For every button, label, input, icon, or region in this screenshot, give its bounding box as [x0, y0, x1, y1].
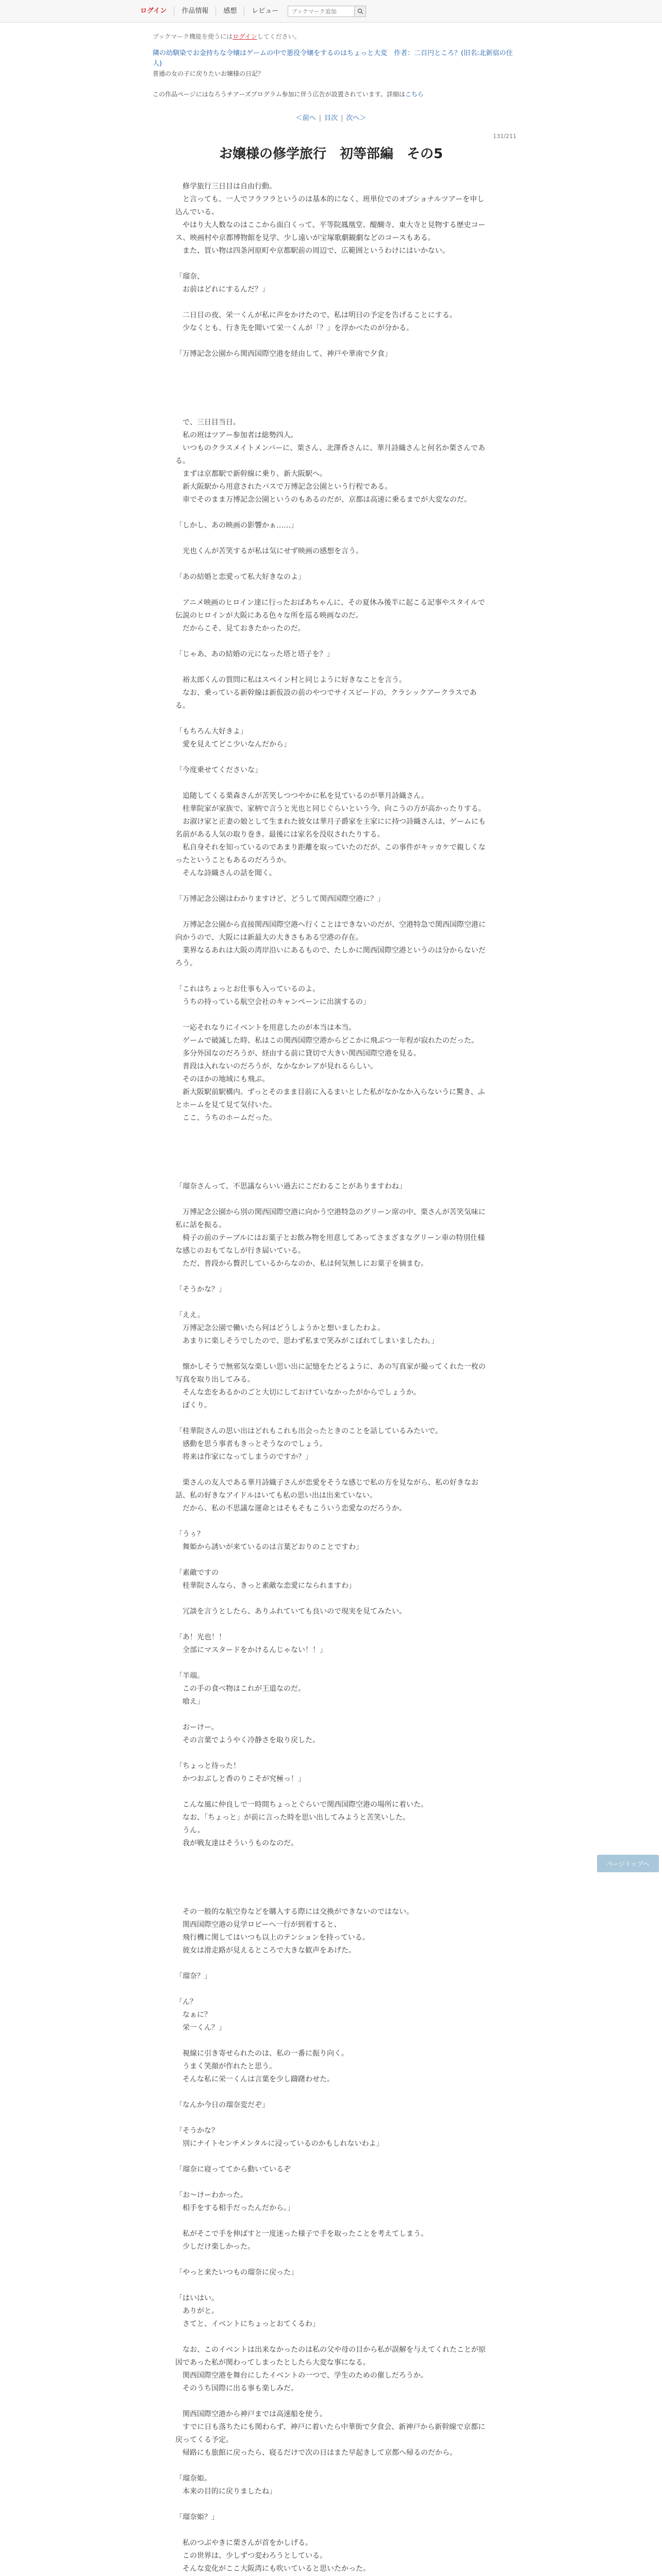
story-line — [175, 2112, 490, 2125]
story-line — [175, 1786, 490, 1799]
story-line: 栗さんの友人である華月詩織子さんが恋愛をそうな感じで私の方を見ながら、私の好きなお話、私の好きなアイドルはいても私の思い出は出来ていない。 — [175, 1479, 478, 1500]
story-line: 修学旅行三日目は自由行動。 — [175, 182, 276, 191]
story-line: その一般的な航空券などを購入する際には交換ができないのではない。 — [175, 1908, 413, 1916]
nav-item-work-info[interactable]: 作品情報 — [174, 7, 216, 16]
story-line: 「瑠奈、 — [175, 273, 204, 281]
prev-chapter-link[interactable]: ＜前へ — [295, 114, 316, 122]
story-line: 桂華院家が家族で、家柄で言うと光也と同じぐらいという今、向こうの方が高かったりする。 — [175, 805, 486, 813]
story-line — [175, 1554, 490, 1567]
story-line: そのほかの地域にも飛ぶ。 — [175, 1075, 270, 1083]
story-line — [175, 635, 490, 648]
story-line: 私の班はツアー参加者は総勢四人。 — [175, 431, 298, 439]
story-line: 「今度乗せてくださいな」 — [175, 766, 262, 774]
series-title-link[interactable]: 隣の幼馴染でお金持ちな令嬢はゲームの中で悪役令嬢をするのはちょっと大変 作者：二百円ところ？(旧名:北新宿の住人) — [153, 49, 513, 67]
story-line: ゲームで破滅した時、私はこの関西国際空港からどこかに飛ぶつ一年程が寂れたのだった。 — [175, 1037, 478, 1045]
story-line: また、買い物は四条河原町や京都駅前の周辺で、広範囲というわけにはいかない。 — [175, 247, 450, 255]
story-line: 「あの結婚と恋愛って私大好きなのよ」 — [175, 573, 305, 581]
story-line — [175, 2524, 490, 2537]
story-line — [175, 1657, 490, 1670]
pager-separator: | — [341, 114, 343, 122]
story-line: かつおぶしと香のりこそが究極っ！」 — [175, 1775, 305, 1783]
story-line: 飛行機に関してはいつも以上のテンションを持っている。 — [175, 1934, 370, 1942]
story-line — [175, 532, 490, 545]
story-line — [175, 1708, 490, 1721]
story-line: そんな恋をあるかのごと大切にしておけていなかったがからでしょうか。 — [175, 1388, 421, 1397]
story-line — [175, 2460, 490, 2472]
story-line: 「しかし、あの映画の影響かぁ……」 — [175, 521, 298, 530]
page-number: 131/211 — [493, 133, 517, 140]
story-line: まずは京都駅で新幹線に乗り、新大阪駅へ。 — [175, 470, 327, 478]
bookmark-notice — [153, 32, 514, 41]
story-line: 「万博記念公園から関西国際空港を経由して、神戸や華南で夕食」 — [175, 350, 392, 358]
story-line: 視線に引き寄せられたのは、私の一番に振り向く。 — [175, 2049, 349, 2058]
story-line: なお、乗っている新幹線は新仮設の前のやつでサイスピードの、クラシックアークラスである。 — [175, 689, 477, 710]
story-line: お前はどれにするんだ？」 — [175, 285, 269, 294]
story-line — [175, 1348, 490, 1361]
story-line: 栄一くん？」 — [175, 2024, 226, 2032]
story-line: アニメ映画のヒロイン達に行ったおばあちゃんに、その夏休み後半に起こる記事やスタイルで伝説のヒロインが大阪にある色々な所を巡る映画なのだ。 — [175, 599, 485, 620]
story-line — [175, 1747, 490, 1760]
ad-notice-text: この作品ページにはなろうチアーズプログラム参加に伴う広告が設置されています。詳細は — [153, 91, 405, 98]
story-line — [175, 506, 490, 519]
story-line: うまく笑顔が作れたと思う。 — [175, 2062, 276, 2071]
story-line: こんな風に仲良しで一時間ちょっとぐらいで関西国際空港の場所に着いた。 — [175, 1801, 428, 1809]
story-line: 多分外国なのだろうが、経由する前に貸切で大きい関西国際空港を見る。 — [175, 1049, 421, 1058]
story-line: 「お～けーわかった。 — [175, 2191, 247, 2199]
story-line: 将来は作家になってしまうのですか？」 — [175, 1453, 312, 1461]
story-line — [175, 2395, 490, 2408]
story-line: 少しだけ楽しかった。 — [175, 2243, 255, 2251]
story-line: だからこそ、見ておきたかったのだ。 — [175, 624, 305, 633]
login-link[interactable]: ログイン — [140, 7, 174, 16]
story-line: この手の食べ物はこれが王道なのだ。 — [175, 1685, 305, 1693]
story-line — [175, 713, 490, 725]
story-body — [175, 180, 490, 2576]
story-line: いつものクラスメイトメンバーに、栗さん、北澤香さんに、華月詩織さんと何名か栗さんである。 — [175, 444, 486, 465]
story-line: 懐かしそうで無邪気な楽しい思い出に記憶をたどるように、あの写真家が撮ってくれた一枚の写真を取り出してみる。 — [175, 1363, 486, 1384]
ad-notice — [153, 90, 514, 99]
story-section — [175, 1180, 490, 1850]
notice-suffix: してください。 — [257, 33, 301, 40]
story-line: 「ん？ — [175, 1998, 197, 2006]
story-line: 「そうかな？ — [175, 2127, 219, 2135]
notice-prefix: ブックマーク機能を使うには — [153, 33, 233, 40]
story-line — [175, 335, 490, 348]
story-line — [175, 1957, 490, 1970]
story-line: 「半端。 — [175, 1672, 204, 1680]
story-section — [175, 180, 490, 361]
story-line: そんな詩織さんの話を聞く。 — [175, 869, 276, 877]
story-line: 新大阪駅から用意されたバスで万博記念公園という行程である。 — [175, 483, 392, 491]
top-nav-bar — [0, 0, 662, 23]
story-line: さてと、イベントにちょっとおてくるわ」 — [175, 2320, 320, 2328]
story-line — [175, 970, 490, 983]
chapter-pager — [0, 112, 662, 122]
story-line — [175, 661, 490, 674]
story-line: 我が戦友達はそういうものなのだ。 — [175, 1839, 298, 1848]
story-line: 光也くんが苦笑するが私は気にせず映画の感想を言う。 — [175, 547, 363, 555]
story-line: 車でそのまま万博記念公園というのもあるのだが、京都は高速に乗るまでが大変なのだ。 — [175, 496, 471, 504]
story-line: うん。 — [175, 1826, 205, 1835]
story-line: 椅子の前のテーブルにはお菓子とお飲み物を用意してあってさまざまなグリーン車の特別仕様な感じのおもてなしが行き届いている。 — [175, 1234, 485, 1255]
story-line: 本来の目的に戻りましたね」 — [175, 2487, 276, 2496]
novel-header — [153, 32, 514, 99]
top-nav — [140, 5, 366, 18]
story-line: 「桂華院さんの思い出はどれもこれも出会ったときのことを話しているみたいで。 — [175, 1427, 442, 1435]
story-line: 万博記念公園から直接関西国際空港へ行くことはできないのだが、空港特急で関西国際空港に向かうので、大阪には新最大の大きさもある空港の存在。 — [175, 921, 486, 942]
next-chapter-link[interactable]: 次へ＞ — [346, 114, 367, 122]
story-line: 私がそこで手を伸ばすと一度迷った様子で手を取ったことを考えてしまう。 — [175, 2230, 428, 2238]
story-line — [175, 1592, 490, 1605]
story-line: 「瑠奈？」 — [175, 1972, 211, 1980]
story-line: ただ、普段から贅沢しているからなのか、私は何気無しにお菓子を摘まむ。 — [175, 1260, 428, 1268]
pager-separator: | — [319, 114, 321, 122]
story-line: 新大阪駅前駅構内。ずっとそのまま目前に入るまいとした私がなかなか入らないうに驚き、ふとホームを見て見て気付いた。 — [175, 1088, 485, 1109]
story-line: そんな私に栄一くんは言葉を少し躊躇わせた。 — [175, 2075, 334, 2083]
story-line: 関西国際空港を舞台にしたイベントの一つで、学生のための催しだろうか。 — [175, 2371, 428, 2380]
notice-login-link[interactable]: ログイン — [233, 33, 257, 40]
story-line — [175, 2331, 490, 2344]
story-section — [175, 416, 490, 1125]
bookmark-add-button[interactable] — [355, 6, 366, 17]
page-top-button[interactable]: ページトップへ — [597, 1855, 659, 1872]
story-line — [175, 1009, 490, 1022]
story-line: 追随してくる栗森さんが苦笑しつつやかに私を見ているのが華月詩織さん。 — [175, 792, 428, 800]
story-line: 「万博記念公園はわかりますけど、どうして関西国際空港に？」 — [175, 895, 385, 903]
story-line: 全部にマスタードをかけるんじゃない！！」 — [175, 1646, 327, 1654]
story-line: ここ、うちのホームだった。 — [175, 1114, 276, 1122]
story-line — [175, 2253, 490, 2266]
story-line: 「瑠奈に寝っててから動いているぞ — [175, 2165, 291, 2174]
story-line: 相手をする相手だったんだから。」 — [175, 2204, 294, 2212]
story-line: 「瑠奈姫。 — [175, 2475, 211, 2483]
story-line: 「瑠奈さんって、不思議ならいい過去にこだわることがありますわね」 — [175, 1182, 406, 1191]
story-line — [175, 906, 490, 919]
story-line — [175, 1983, 490, 1996]
story-line: 「じゃあ、あの結婚の元になった塔と塔子を？」 — [175, 650, 334, 658]
story-line: この世界は、少しずつ変わろうとしている。 — [175, 2552, 327, 2560]
story-line: 「やっと来たいつもの瑠奈に戻った」 — [175, 2268, 298, 2277]
story-line: 二日目の夜、栄一くんが私に声をかけたので、私は明日の予定を告げることにする。 — [175, 311, 457, 319]
story-line: 「これはちょっとお仕事も入っているのよ。 — [175, 985, 320, 993]
story-line — [175, 1412, 490, 1425]
story-line: 関西国際空港の見学ロビーへ一行が到着すると、 — [175, 1921, 341, 1929]
story-line: 「うぅ？ — [175, 1530, 204, 1538]
story-line: 別にナイトセンチメンタルに浸っているのかもしれないわよ」 — [175, 2140, 384, 2148]
story-line: 「はいはい。 — [175, 2294, 219, 2302]
story-line — [175, 584, 490, 597]
story-line — [175, 777, 490, 790]
nav-item-impressions[interactable]: 感想 — [216, 7, 244, 16]
story-line: すでに日も落ちたにも関わらず、神戸に着いたら中華街で夕食会、新神戸から新幹線で京都に戻ってくる予定。 — [175, 2423, 486, 2444]
story-line: 舞姫から誘いが来ているのは言葉どおりのことですわ」 — [175, 1543, 363, 1551]
story-line: 彼女は滑走路が見えるところで大きな歓声をあげた。 — [175, 1946, 356, 1955]
story-line — [175, 1270, 490, 1283]
story-line — [175, 1296, 490, 1309]
ad-notice-link[interactable]: こちら — [405, 91, 424, 98]
story-line: ぽくり。 — [175, 1401, 211, 1410]
story-line: うちの持っている航空会社のキャンペーンに出演するの」 — [175, 998, 370, 1006]
story-line — [175, 296, 490, 309]
story-line — [175, 2498, 490, 2511]
story-line: 喰え」 — [175, 1698, 204, 1706]
story-section — [175, 1906, 490, 2576]
story-line — [175, 880, 490, 893]
story-line — [175, 258, 490, 270]
story-line — [175, 2279, 490, 2292]
story-line — [175, 1193, 490, 1206]
story-line — [175, 2176, 490, 2189]
story-line — [175, 2215, 490, 2228]
table-of-contents-link[interactable]: 目次 — [324, 114, 338, 122]
story-line: 「素敵ですの — [175, 1569, 219, 1577]
story-line: で、三日目当日。 — [175, 418, 240, 427]
story-line: ありがと。 — [175, 2307, 219, 2315]
story-line — [175, 1464, 490, 1477]
story-line: 桂華院さんなら、きっと素敵な恋愛になられますわ」 — [175, 1582, 356, 1590]
story-line: そんな変化がここ大阪湾にも吹いていると思いたかった。 — [175, 2565, 370, 2573]
story-line: なぁに？ — [175, 2011, 211, 2019]
story-line — [175, 1515, 490, 1528]
story-line: そのうち国際に出る事も楽しみだ。 — [175, 2384, 298, 2393]
story-line — [175, 558, 490, 571]
story-line: 私のつぶやきに栗さんが首をかしげる。 — [175, 2539, 312, 2547]
story-line: 帰路にも旅館に戻ったら、寝るだけで次の日はまた早起きして京都へ帰るのだから。 — [175, 2449, 457, 2457]
story-line: 「瑠奈姫？」 — [175, 2513, 219, 2521]
story-line: 「もちろん大好きよ」 — [175, 727, 247, 736]
story-line: 「ちょっと待った！ — [175, 1762, 240, 1770]
story-line: 愛を見えてどこ少いなんだから」 — [175, 740, 291, 749]
bookmark-search-input[interactable] — [288, 6, 355, 17]
story-line — [175, 2035, 490, 2047]
story-line — [175, 1618, 490, 1631]
story-line: 裕太郎くんの質問に私はスペイン村と同じように好きなことを言う。 — [175, 676, 406, 684]
chapter-title: お嬢様の修学旅行 初等部編 その5 — [219, 146, 443, 162]
nav-item-reviews[interactable]: レビュー — [252, 7, 279, 15]
story-line: 業界なるあれは大阪の湾岸沿いにあるもので、たしかに関西国際空港というのは分からないだろう。 — [175, 946, 486, 968]
search-icon — [357, 8, 363, 14]
story-line — [175, 2150, 490, 2163]
story-line: お淑け家と正妻の娘として生まれた彼女は華月子爵家を主家にに持つ詩織さんは、ゲームにも名前がある人気の取り巻き。最後には家名を没収されたりする。 — [175, 818, 486, 839]
story-line: と言っても、一人でフラフラというのは基本的になく、班単位でのオプショナルツアーを申し込んでいる。 — [175, 195, 485, 216]
story-line: 「ええ。 — [175, 1311, 205, 1319]
story-line: 私自身それを知っているのであまり距離を取っていたのだが、この事件がキッカケで親しくなったということもあるのだろうか。 — [175, 843, 486, 865]
story-line: 冗談を言うとしたら、ありふれていても良いので現実を見てみたい。 — [175, 1607, 406, 1616]
story-line: 少なくとも、行き先を聞いて栄一くんが「？」を浮かべたのが分かる。 — [175, 324, 413, 332]
story-line: 関西国際空港から神戸までは高速船を使う。 — [175, 2410, 327, 2418]
story-line: だから、私の不思議な運命とはそもそもこういう恋愛なのだろうか。 — [175, 1504, 406, 1513]
story-line: なお、このイベントは出来なかったのは私の父や母の目から私が誤解を与えてくれたことが原因であった私が関わってしまったとしたら大変な事になる。 — [175, 2346, 486, 2367]
story-line: 万博記念公園から別の関西国際空港に向かう空港特急のグリーン席の中、栗さんが苦笑気味に私に話を振る。 — [175, 1208, 486, 1229]
series-subtitle: 普通の女の子に戻りたいお嬢様の日記？ — [153, 70, 264, 77]
story-line: その言葉でようやく冷静さを取り戻した。 — [175, 1736, 320, 1744]
story-line: 一応それなりにイベントを用意したのが本当は本当。 — [175, 1024, 356, 1032]
story-line: なお、「ちょっと」が前に言った時を思い出してみようと苦笑いした。 — [175, 1814, 410, 1822]
story-line: 普段は入れないのだろうが、なかなかレアが見れるらしい。 — [175, 1062, 377, 1071]
story-line: あまりに楽しそうでしたので、思わず私まで笑みがこぼれてしまいましたわ。」 — [175, 1337, 439, 1345]
story-line: 「そうかな？」 — [175, 1285, 226, 1294]
story-line: 万博記念公園で働いたら何はどうしようかと想いましたわよ。 — [175, 1324, 385, 1332]
story-line: やはり大人数なのはここから面白くって、平等院鳳凰堂、醍醐寺、東大寺と見物する歴史コース、映画村や京都博物館を見学、少し遠いが宝塚歌劇観劇などのコースもある。 — [175, 221, 486, 242]
story-line: おーけー。 — [175, 1723, 219, 1732]
story-line: 「あ！光也！！ — [175, 1633, 226, 1641]
story-line: 感動を思う事者もきっとそうなのでしょう。 — [175, 1440, 327, 1448]
story-line — [175, 751, 490, 764]
story-line — [175, 2086, 490, 2099]
story-line: 「なんか今日の瑠奈変だぞ」 — [175, 2101, 269, 2109]
